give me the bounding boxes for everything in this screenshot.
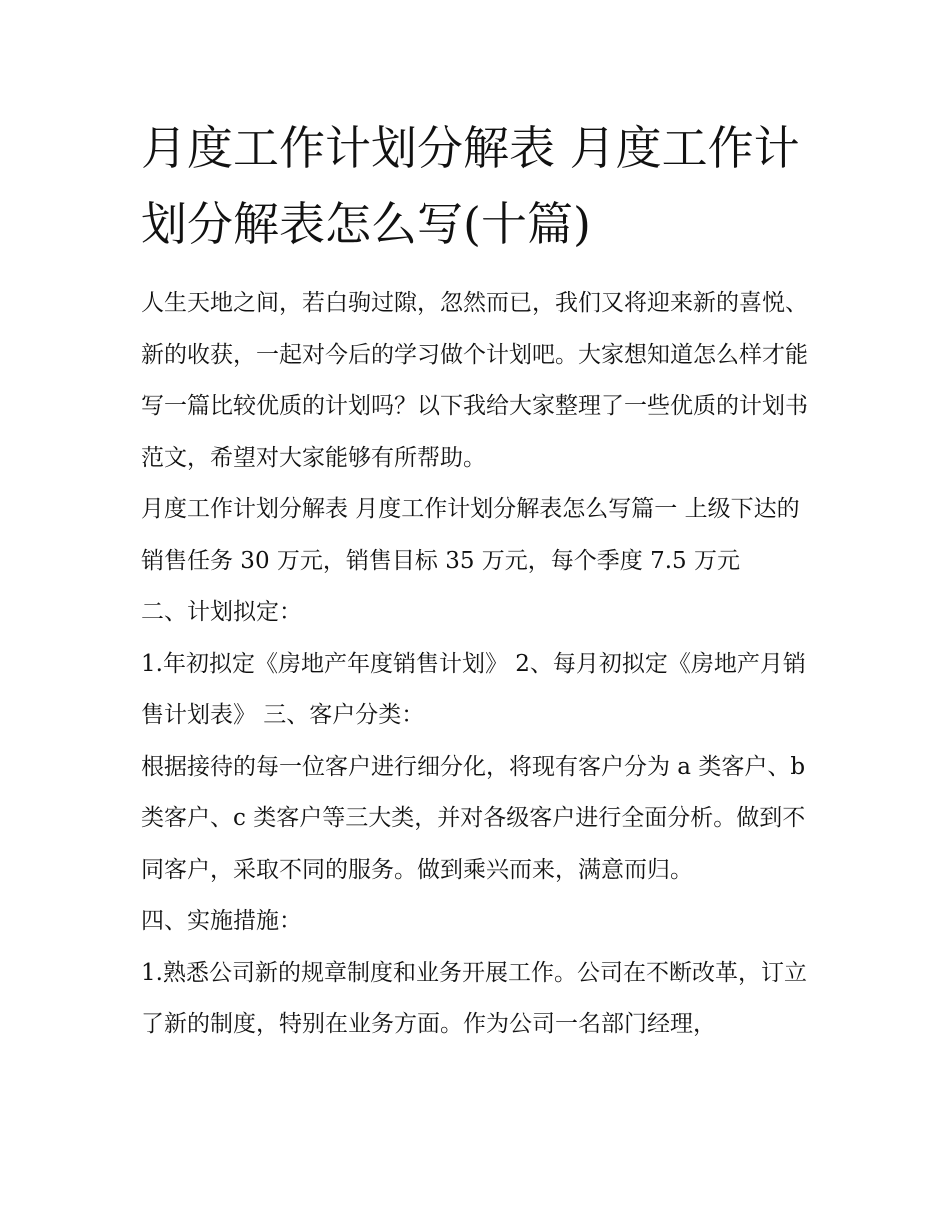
- section-heading-plan: 二、计划拟定：: [141, 599, 302, 625]
- paragraph-customer-classification: 根据接待的每一位客户进行细分化，将现有客户分为 a 类客户、b 类客户、c 类客户等三大类，并对各级客户进行全面分析。做到不同客户，采取不同的服务。做到乘兴而来，满意而归。: [141, 753, 806, 883]
- document-body: [141, 278, 821, 1051]
- section-heading-measures: 四、实施措施：: [141, 908, 302, 934]
- paragraph-sales-target: 月度工作计划分解表 月度工作计划分解表怎么写篇一 上级下达的销售任务 30 万元，销售目标 35 万元，每个季度 7.5 万元: [141, 496, 800, 574]
- paragraph-plan-items: 1.年初拟定《房地产年度销售计划》 2、每月初拟定《房地产月销售计划表》 三、客户分类：: [141, 650, 806, 728]
- paragraph-measure-1: 1.熟悉公司新的规章制度和业务开展工作。公司在不断改革，订立了新的制度，特别在业务方面。作为公司一名部门经理，: [141, 959, 807, 1037]
- document-title: 月度工作计划分解表 月度工作计划分解表怎么写(十篇): [141, 121, 800, 251]
- paragraph-intro: 人生天地之间，若白驹过隙，忽然而已，我们又将迎来新的喜悦、新的收获，一起对今后的学习做个计划吧。大家想知道怎么样才能写一篇比较优质的计划吗？以下我给大家整理了一些优质的计划书范文，希望对大家能够有所帮助。: [141, 290, 808, 471]
